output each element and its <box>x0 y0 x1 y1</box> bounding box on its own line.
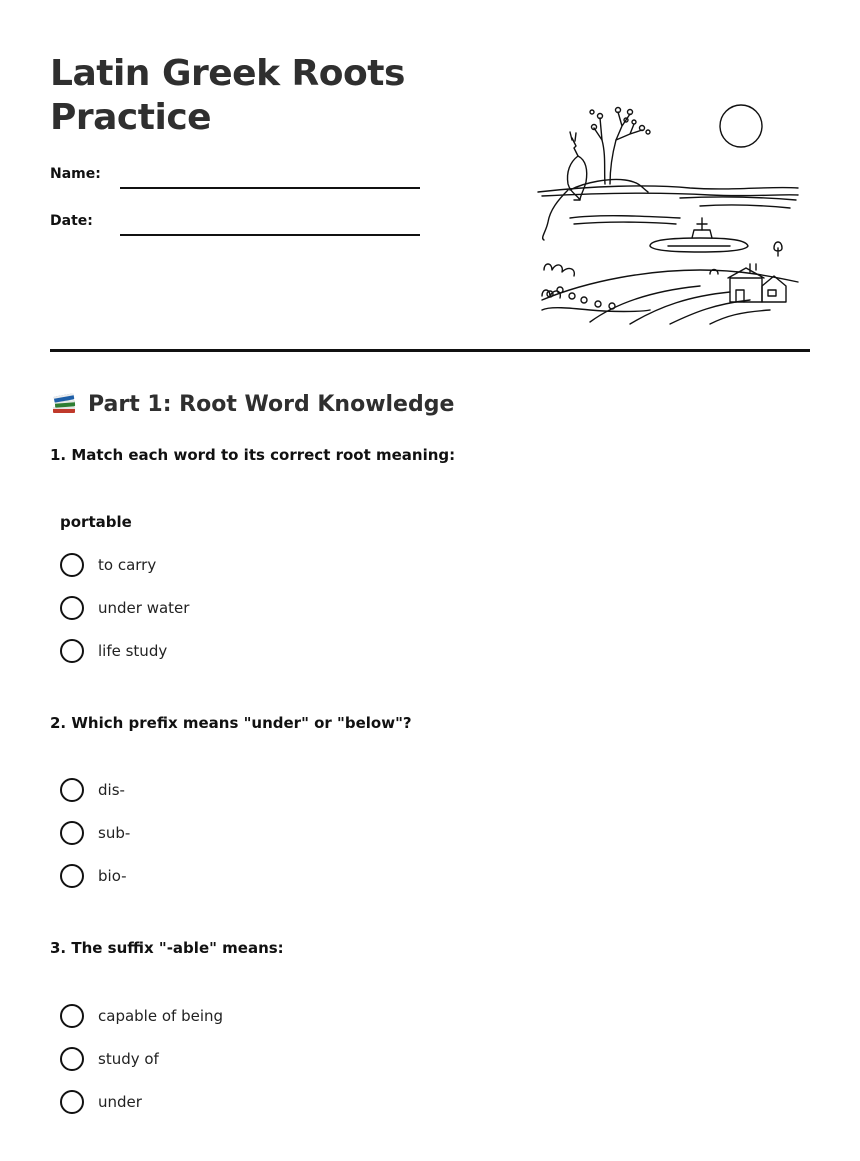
q1-option-1[interactable] <box>60 552 156 578</box>
radio-button[interactable] <box>60 778 84 802</box>
option-label: dis- <box>98 781 125 799</box>
option-label: study of <box>98 1050 159 1068</box>
radio-button[interactable] <box>60 864 84 888</box>
q2-option-3[interactable] <box>60 863 127 889</box>
radio-button[interactable] <box>60 596 84 620</box>
radio-button[interactable] <box>60 553 84 577</box>
q1-option-2[interactable] <box>60 595 189 621</box>
name-field[interactable] <box>120 187 420 189</box>
radio-button[interactable] <box>60 639 84 663</box>
date-label: Date: <box>50 213 93 229</box>
question-1-prompt: 1. Match each word to its correct root meaning: <box>50 446 456 464</box>
question-1-word: portable <box>60 513 132 531</box>
date-field[interactable] <box>120 234 420 236</box>
page-title: Latin Greek Roots Practice <box>50 53 405 138</box>
q3-option-1[interactable] <box>60 1003 223 1029</box>
question-3-prompt: 3. The suffix "-able" means: <box>50 939 284 957</box>
q1-option-3[interactable] <box>60 638 167 664</box>
option-label: bio- <box>98 867 127 885</box>
q3-option-3[interactable] <box>60 1089 142 1115</box>
header-divider <box>50 349 810 352</box>
question-2-prompt: 2. Which prefix means "under" or "below"? <box>50 714 412 732</box>
q2-option-1[interactable] <box>60 777 125 803</box>
option-label: sub- <box>98 824 131 842</box>
q3-option-2[interactable] <box>60 1046 159 1072</box>
radio-button[interactable] <box>60 821 84 845</box>
radio-button[interactable] <box>60 1004 84 1028</box>
option-label: under water <box>98 599 190 617</box>
option-label: under <box>98 1093 142 1111</box>
books-icon <box>50 390 78 418</box>
name-label: Name: <box>50 166 101 182</box>
radio-button[interactable] <box>60 1047 84 1071</box>
option-label: capable of being <box>98 1007 224 1025</box>
q2-option-2[interactable] <box>60 820 130 846</box>
option-label: to carry <box>98 556 157 574</box>
option-label: life study <box>98 642 168 660</box>
landscape-illustration <box>530 100 810 325</box>
section-heading <box>50 388 454 420</box>
radio-button[interactable] <box>60 1090 84 1114</box>
section-title: Part 1: Root Word Knowledge <box>88 391 455 417</box>
